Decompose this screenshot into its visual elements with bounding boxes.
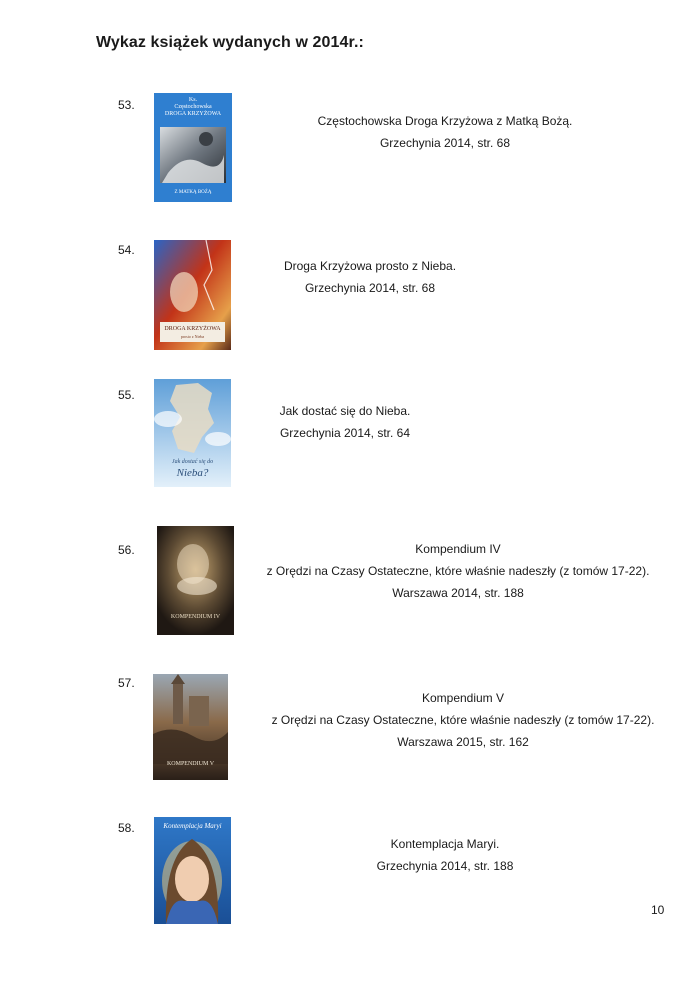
book-description bbox=[245, 400, 445, 444]
cover-title: KOMPENDIUM V bbox=[166, 761, 215, 767]
book-title: Kompendium V bbox=[421, 691, 505, 705]
book-cover-image bbox=[154, 93, 232, 202]
book-description bbox=[258, 538, 658, 604]
mary-portrait-illustration bbox=[154, 817, 231, 924]
book-cover-image bbox=[157, 526, 234, 635]
cover-line: Ks. bbox=[188, 97, 198, 103]
book-details: Grzechynia 2014, str. 64 bbox=[279, 426, 411, 440]
entry-number: 55. bbox=[118, 388, 135, 402]
entry-number: 56. bbox=[118, 543, 135, 557]
book-details: Warszawa 2014, str. 188 bbox=[392, 586, 524, 600]
book-cover-image bbox=[153, 674, 228, 780]
cover-line: Częstochowska bbox=[174, 104, 212, 110]
book-cover-image bbox=[154, 379, 231, 487]
book-details: Grzechynia 2014, str. 188 bbox=[376, 859, 514, 873]
book-description bbox=[250, 255, 490, 299]
cover-title: Kontemplacja Maryi bbox=[163, 822, 222, 830]
book-cover-image bbox=[154, 817, 231, 924]
book-subtitle: z Orędzi na Czasy Ostateczne, które właśnie nadeszły (z tomów 17-22). bbox=[271, 713, 655, 727]
page-title: Wykaz książek wydanych w 2014r.: bbox=[96, 34, 364, 51]
entry-number: 58. bbox=[118, 821, 135, 835]
cover-subtitle: Z MATKĄ BOŻĄ bbox=[174, 190, 212, 195]
entry-number: 57. bbox=[118, 676, 135, 690]
entry-number: 54. bbox=[118, 243, 135, 257]
book-title: Częstochowska Droga Krzyżowa z Matką Bożą. bbox=[317, 114, 573, 128]
book-title: Jak dostać się do Nieba. bbox=[279, 404, 411, 418]
cover-title: KOMPENDIUM IV bbox=[170, 614, 221, 620]
book-description bbox=[258, 687, 668, 753]
book-details: Warszawa 2015, str. 162 bbox=[397, 735, 529, 749]
book-description bbox=[265, 110, 625, 154]
cover-title: DROGA KRZYŻOWA bbox=[164, 326, 221, 332]
book-cover-image bbox=[154, 240, 231, 350]
book-title: Droga Krzyżowa prosto z Nieba. bbox=[283, 259, 457, 273]
book-title: Kontemplacja Maryi. bbox=[390, 837, 500, 851]
book-details: Grzechynia 2014, str. 68 bbox=[304, 281, 436, 295]
cover-title-large: Nieba? bbox=[176, 467, 209, 479]
book-description bbox=[345, 833, 545, 877]
book-title: Kompendium IV bbox=[415, 542, 501, 556]
page-number: 10 bbox=[651, 903, 665, 917]
cover-title-small: Jak dostać się do bbox=[171, 459, 214, 465]
cover-line: DROGA KRZYŻOWA bbox=[164, 111, 222, 117]
entry-number: 53. bbox=[118, 98, 135, 112]
book-subtitle: z Orędzi na Czasy Ostateczne, które właśnie nadeszły (z tomów 17-22). bbox=[266, 564, 650, 578]
cover-subtitle: prosto z Nieba bbox=[180, 334, 205, 339]
book-details: Grzechynia 2014, str. 68 bbox=[379, 136, 511, 150]
